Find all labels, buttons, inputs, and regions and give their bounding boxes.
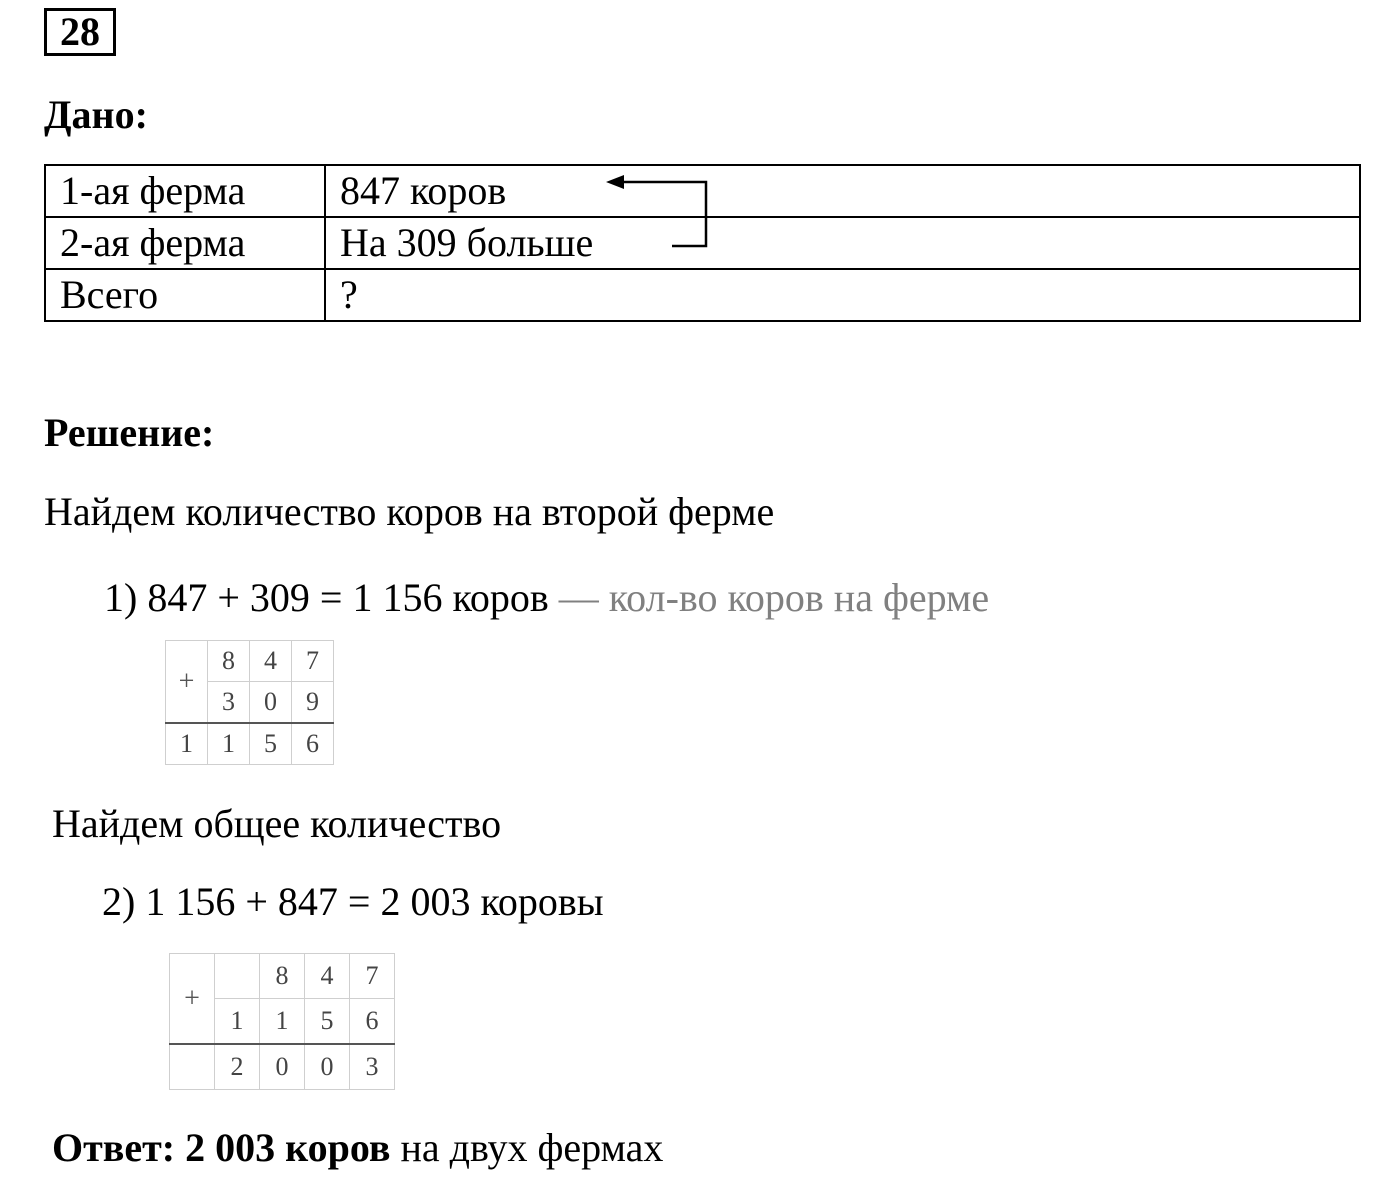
answer-rest: на двух фермах xyxy=(390,1125,664,1170)
result-digit: 0 xyxy=(260,1044,305,1090)
result-digit: 5 xyxy=(250,723,292,765)
given-row xyxy=(45,269,1360,321)
digit: 7 xyxy=(292,641,334,682)
solution-line-1: Найдем количество коров на второй ферме xyxy=(44,489,775,534)
digit: 3 xyxy=(208,682,250,724)
column-addition-1 xyxy=(165,640,334,765)
result-digit: 1 xyxy=(166,723,208,765)
given-value: 847 коров xyxy=(325,165,1360,217)
column-addition-2 xyxy=(169,953,395,1090)
result-digit: 3 xyxy=(350,1044,395,1090)
digit: 6 xyxy=(350,999,395,1045)
answer-bold: Ответ: 2 003 коров xyxy=(52,1125,391,1170)
digit xyxy=(215,954,260,999)
solution-line-2: Найдем общее количество xyxy=(52,801,502,846)
given-heading: Дано: xyxy=(44,92,148,137)
plus-sign: + xyxy=(166,641,208,724)
given-label: 1-ая ферма xyxy=(45,165,325,217)
digit: 1 xyxy=(215,999,260,1045)
digit: 4 xyxy=(250,641,292,682)
given-label: 2-ая ферма xyxy=(45,217,325,269)
step-1-expression: 1) 847 + 309 = 1 156 коров xyxy=(104,575,549,620)
digit: 7 xyxy=(350,954,395,999)
given-value: На 309 больше xyxy=(325,217,1360,269)
comparison-arrow-icon xyxy=(600,170,720,260)
digit: 8 xyxy=(208,641,250,682)
task-number: 28 xyxy=(44,8,116,56)
digit: 1 xyxy=(260,999,305,1045)
step-2-expression: 2) 1 156 + 847 = 2 003 коровы xyxy=(102,879,604,924)
answer xyxy=(52,1124,663,1172)
result-digit xyxy=(170,1044,215,1090)
step-1-note: — кол-во коров на ферме xyxy=(558,575,990,620)
result-digit: 0 xyxy=(305,1044,350,1090)
given-label: Всего xyxy=(45,269,325,321)
given-value: ? xyxy=(325,269,1360,321)
result-digit: 2 xyxy=(215,1044,260,1090)
digit: 0 xyxy=(250,682,292,724)
step-1 xyxy=(104,574,989,622)
plus-sign: + xyxy=(170,954,215,1045)
digit: 8 xyxy=(260,954,305,999)
solution-heading: Решение: xyxy=(44,410,215,455)
digit: 4 xyxy=(305,954,350,999)
digit: 9 xyxy=(292,682,334,724)
result-digit: 6 xyxy=(292,723,334,765)
digit: 5 xyxy=(305,999,350,1045)
result-digit: 1 xyxy=(208,723,250,765)
